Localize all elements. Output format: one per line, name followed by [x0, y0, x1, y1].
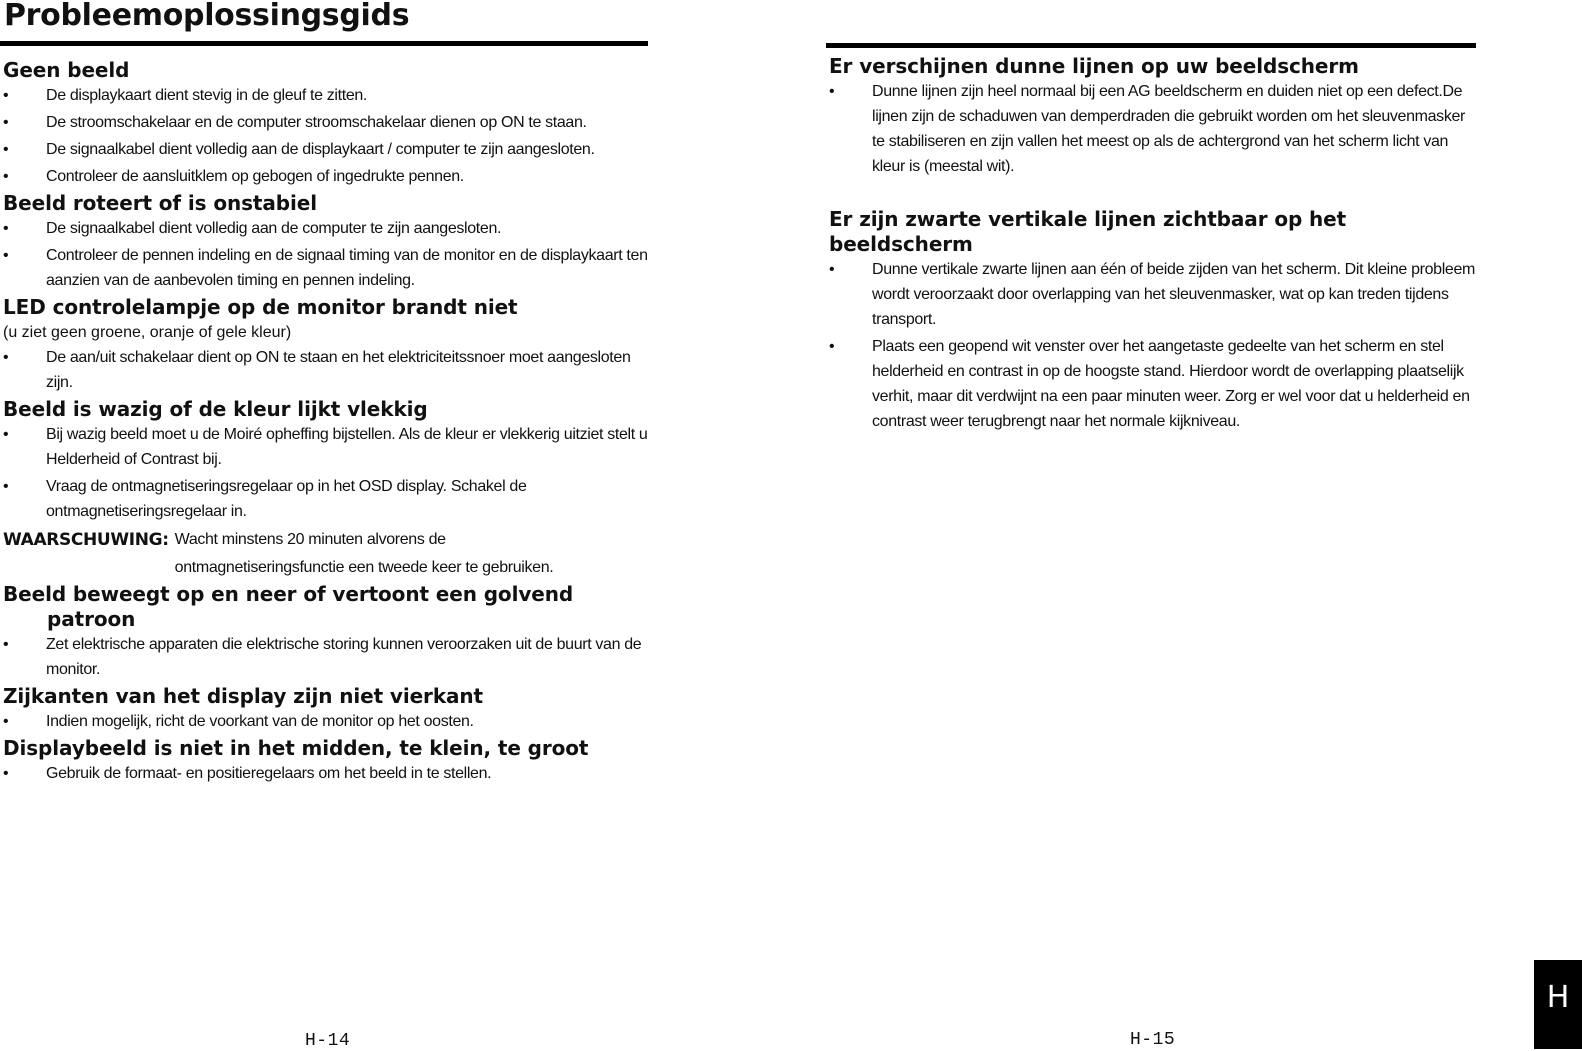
list-item-text: Plaats een geopend wit venster over het aangetaste gedeelte van het scherm en stel helderheid en contrast in op de hoogste stand. Hierdoor wordt de overlapping plaatselijk verhit, maar dit verdwijnt na een paar minuten weer. Zorg er wel voor dat u helderheid en contrast weer terugbrengt naar het normale kijkniveau. [872, 338, 1470, 430]
page-number-right: H-15 [1130, 1030, 1176, 1050]
bullet-icon: • [3, 426, 9, 443]
list-item-text: Gebruik de formaat- en positieregelaars om het beeld in te stellen. [46, 765, 492, 782]
bullet-list [3, 761, 651, 786]
list-item-text: Controleer de pennen indeling en de signaal timing van de monitor en de displaykaart ten aanzien van de aanbevolen timing en pennen indeling. [46, 247, 648, 289]
title-underline-left [0, 41, 648, 46]
section-title: Er zijn zwarte vertikale lijnen zichtbaar op het beeldscherm [829, 207, 1347, 256]
list-item [3, 709, 651, 734]
bullet-icon: • [829, 83, 835, 100]
section-edges-not-square [3, 684, 651, 734]
language-section-tab: H [1534, 960, 1582, 1049]
bullet-icon: • [3, 141, 9, 158]
section-thin-lines [829, 54, 1479, 179]
list-item [3, 243, 651, 293]
section-title: Geen beeld [3, 58, 130, 82]
bullet-list [3, 709, 651, 734]
list-item [3, 110, 651, 135]
bullet-list [3, 345, 651, 395]
list-item [829, 79, 1479, 179]
bullet-list [829, 257, 1479, 434]
list-item [3, 761, 651, 786]
list-item-text: Dunne lijnen zijn heel normaal bij een AG beeldscherm en duiden niet op een defect.De lijnen zijn de schaduwen van demperdraden die gebruikt worden om het sleuvenmasker te stabiliseren en zijn vallen het meest op als de achtergrond van het scherm licht van kleur is (meestal wit). [872, 83, 1465, 175]
warning-note [3, 526, 651, 582]
list-item [3, 422, 651, 472]
list-item-text: De stroomschakelaar en de computer stroomschakelaar dienen op ON te staan. [46, 114, 587, 131]
list-item-text: Vraag de ontmagnetiseringsregelaar op in het OSD display. Schakel de ontmagnetiseringsregelaar in. [46, 478, 527, 520]
bullet-icon: • [829, 261, 835, 278]
page-number-left: H-14 [305, 1031, 351, 1051]
bullet-list [3, 632, 651, 682]
bullet-list [3, 216, 651, 293]
list-item [3, 345, 651, 395]
section-title: Zijkanten van het display zijn niet vierkant [3, 684, 484, 708]
list-item [3, 474, 651, 524]
bullet-icon: • [3, 478, 9, 495]
list-item-text: De signaalkabel dient volledig aan de displaykaart / computer te zijn aangesloten. [46, 141, 595, 158]
section-no-picture [3, 58, 651, 189]
title-underline-right [826, 43, 1476, 48]
page-title: Probleemoplossingsgids [4, 0, 410, 33]
bullet-icon: • [3, 87, 9, 104]
list-item [3, 164, 651, 189]
bullet-icon: • [3, 765, 9, 782]
section-picture-not-centered [3, 736, 651, 786]
bullet-list [829, 79, 1479, 179]
list-item-text: Indien mogelijk, richt de voorkant van de monitor op het oosten. [46, 713, 474, 730]
list-item [3, 632, 651, 682]
bullet-icon: • [3, 713, 9, 730]
section-spacer [829, 181, 1479, 207]
right-page-column [829, 54, 1479, 436]
warning-label: WAARSCHUWING: [3, 530, 169, 550]
list-item-text: Bij wazig beeld moet u de Moiré opheffing bijstellen. Als de kleur er vlekkerig uitziet stelt u Helderheid of Contrast bij. [46, 426, 648, 468]
section-title: Displaybeeld is niet in het midden, te klein, te groot [3, 736, 589, 760]
section-title: Beeld beweegt op en neer of vertoont een golvend patroon [3, 582, 574, 631]
list-item-text: Dunne vertikale zwarte lijnen aan één of beide zijden van het scherm. Dit kleine probleem wordt veroorzaakt door overlapping van het sleuvenmasker, wat op kan treden tijdens transport. [872, 261, 1475, 328]
bullet-icon: • [3, 220, 9, 237]
list-item-text: De aan/uit schakelaar dient op ON te staan en het elektriciteitssnoer moet aangesloten zijn. [46, 349, 631, 391]
list-item-text: Zet elektrische apparaten die elektrische storing kunnen veroorzaken uit de buurt van de monitor. [46, 636, 642, 678]
section-note: (u ziet geen groene, oranje of gele kleur) [3, 324, 292, 341]
section-title: Er verschijnen dunne lijnen op uw beeldscherm [829, 54, 1359, 78]
list-item [829, 257, 1479, 332]
section-title: Beeld is wazig of de kleur lijkt vlekkig [3, 397, 428, 421]
list-item-text: Controleer de aansluitklem op gebogen of ingedrukte pennen. [46, 168, 464, 185]
list-item-text: De signaalkabel dient volledig aan de computer te zijn aangesloten. [46, 220, 502, 237]
bullet-icon: • [829, 338, 835, 355]
section-title: Beeld roteert of is onstabiel [3, 191, 317, 215]
list-item [829, 334, 1479, 434]
bullet-icon: • [3, 114, 9, 131]
warning-text: Wacht minstens 20 minuten alvorens de ontmagnetiseringsfunctie een tweede keer te gebruiken. [174, 531, 554, 576]
section-led-off [3, 295, 651, 395]
bullet-icon: • [3, 349, 9, 366]
bullet-icon: • [3, 247, 9, 264]
list-item [3, 216, 651, 241]
list-item [3, 83, 651, 108]
bullet-icon: • [3, 636, 9, 653]
left-page-column [3, 58, 651, 788]
section-fuzzy-picture [3, 397, 651, 582]
section-black-vertical-lines [829, 207, 1479, 434]
bullet-list [3, 83, 651, 189]
section-bouncing-picture [3, 582, 651, 682]
section-title: LED controlelampje op de monitor brandt niet [3, 295, 518, 319]
section-unstable-picture [3, 191, 651, 293]
list-item [3, 137, 651, 162]
bullet-list [3, 422, 651, 524]
bullet-icon: • [3, 168, 9, 185]
list-item-text: De displaykaart dient stevig in de gleuf te zitten. [46, 87, 368, 104]
